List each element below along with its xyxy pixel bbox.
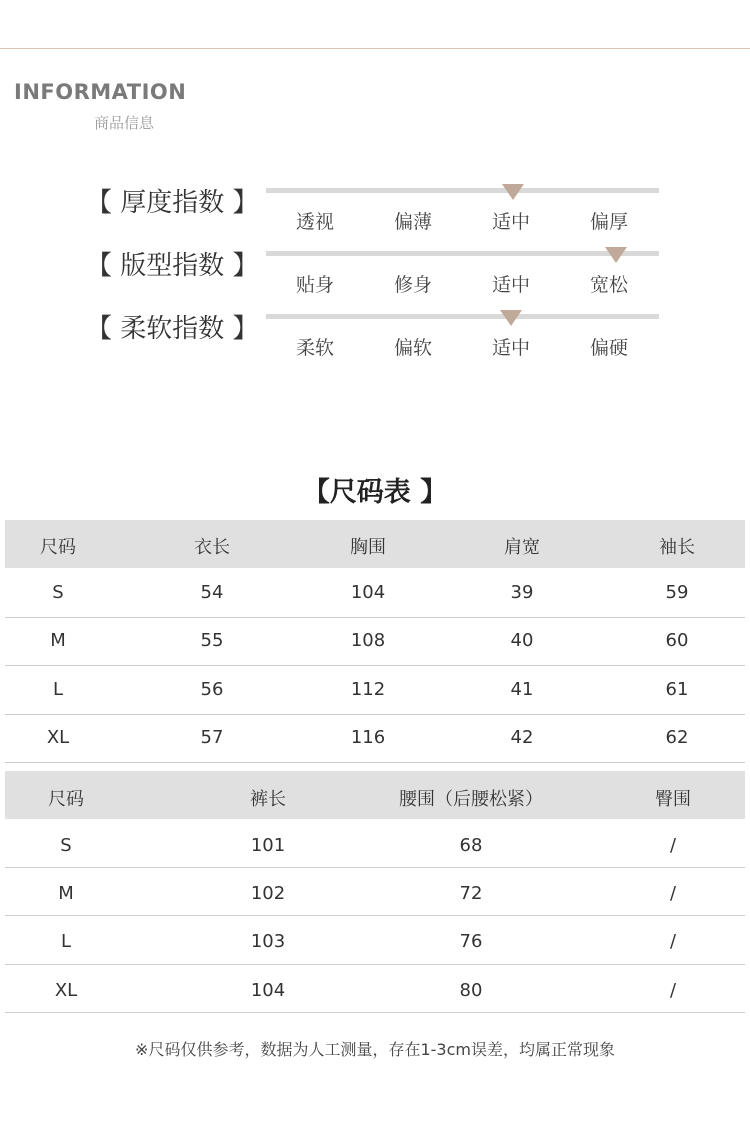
- table-cell: M: [58, 883, 74, 904]
- table-cell: S: [52, 582, 64, 603]
- table-cell: XL: [54, 980, 78, 1001]
- index-option: 偏硬: [589, 337, 628, 359]
- table-cell: 104: [250, 980, 286, 1001]
- table-cell: 40: [510, 630, 534, 651]
- index-option: 偏薄: [393, 211, 432, 233]
- table-cell: 60: [665, 630, 689, 651]
- table-cell: 108: [350, 630, 386, 651]
- row-divider: [5, 867, 745, 868]
- size-note: ※尺码仅供参考，数据为人工测量，存在1-3cm误差，均属正常现象: [135, 1040, 615, 1059]
- table-header-cell: 腰围（后腰松紧）: [399, 789, 543, 810]
- fit-index-row: [0, 247, 750, 307]
- table-header-cell: 胸围: [350, 537, 386, 558]
- index-label: 【 版型指数 】: [86, 251, 259, 281]
- table-cell: 112: [350, 679, 386, 700]
- row-divider: [5, 617, 745, 618]
- info-title-cn: 商品信息: [94, 114, 155, 132]
- table-cell: M: [50, 630, 66, 651]
- row-divider: [5, 714, 745, 715]
- table-cell: 61: [665, 679, 689, 700]
- index-scale-bar: [266, 314, 659, 319]
- table-cell: 59: [665, 582, 689, 603]
- table-cell: 56: [200, 679, 224, 700]
- table-cell: S: [60, 835, 72, 856]
- table-cell: 68: [459, 835, 483, 856]
- index-option: 偏厚: [589, 211, 628, 233]
- index-marker: [500, 310, 522, 326]
- top-divider: [0, 48, 750, 49]
- index-option: 透视: [295, 211, 334, 233]
- index-label: 【 柔软指数 】: [86, 314, 259, 344]
- index-option: 适中: [491, 211, 530, 233]
- table-header-cell: 衣长: [194, 537, 230, 558]
- index-option: 修身: [393, 274, 432, 296]
- row-divider: [5, 762, 745, 763]
- table-cell: 55: [200, 630, 224, 651]
- table-cell: 41: [510, 679, 534, 700]
- table-header-cell: 肩宽: [504, 537, 540, 558]
- table-cell: /: [669, 931, 677, 952]
- row-divider: [5, 915, 745, 916]
- table-header-row: [5, 771, 745, 819]
- row-divider: [5, 665, 745, 666]
- index-option: 贴身: [295, 274, 334, 296]
- table-cell: 39: [510, 582, 534, 603]
- index-option: 偏软: [393, 337, 432, 359]
- index-marker: [605, 247, 627, 263]
- table-cell: 104: [350, 582, 386, 603]
- table-cell: 102: [250, 883, 286, 904]
- table-header-cell: 袖长: [659, 537, 695, 558]
- table-cell: /: [669, 835, 677, 856]
- index-scale-bar: [266, 188, 659, 193]
- index-option: 适中: [491, 337, 530, 359]
- table-header-row: [5, 520, 745, 568]
- index-label: 【 厚度指数 】: [86, 188, 259, 218]
- table-cell: 76: [459, 931, 483, 952]
- table-cell: /: [669, 883, 677, 904]
- info-title-en: INFORMATION: [14, 80, 187, 104]
- index-option: 宽松: [589, 274, 628, 296]
- index-option: 柔软: [295, 337, 334, 359]
- softness-index-row: [0, 310, 750, 370]
- table-cell: 72: [459, 883, 483, 904]
- table-cell: 57: [200, 727, 224, 748]
- table-header-cell: 裤长: [250, 789, 286, 810]
- table-cell: 101: [250, 835, 286, 856]
- index-option: 适中: [491, 274, 530, 296]
- thickness-index-row: [0, 184, 750, 244]
- table-cell: L: [60, 931, 72, 952]
- table-cell: 80: [459, 980, 483, 1001]
- size-chart-title: 【尺码表 】: [302, 477, 448, 508]
- table-cell: 116: [350, 727, 386, 748]
- table-header-cell: 尺码: [40, 537, 76, 558]
- table-cell: XL: [46, 727, 70, 748]
- table-cell: 42: [510, 727, 534, 748]
- index-marker: [502, 184, 524, 200]
- table-cell: 54: [200, 582, 224, 603]
- bottom-size-table: [5, 771, 745, 1015]
- top-size-table: [5, 520, 745, 764]
- table-header-cell: 尺码: [48, 789, 84, 810]
- table-cell: L: [52, 679, 64, 700]
- row-divider: [5, 1012, 745, 1013]
- table-cell: 62: [665, 727, 689, 748]
- table-cell: 103: [250, 931, 286, 952]
- table-header-cell: 臀围: [655, 789, 691, 810]
- table-cell: /: [669, 980, 677, 1001]
- index-scale-bar: [266, 251, 659, 256]
- row-divider: [5, 964, 745, 965]
